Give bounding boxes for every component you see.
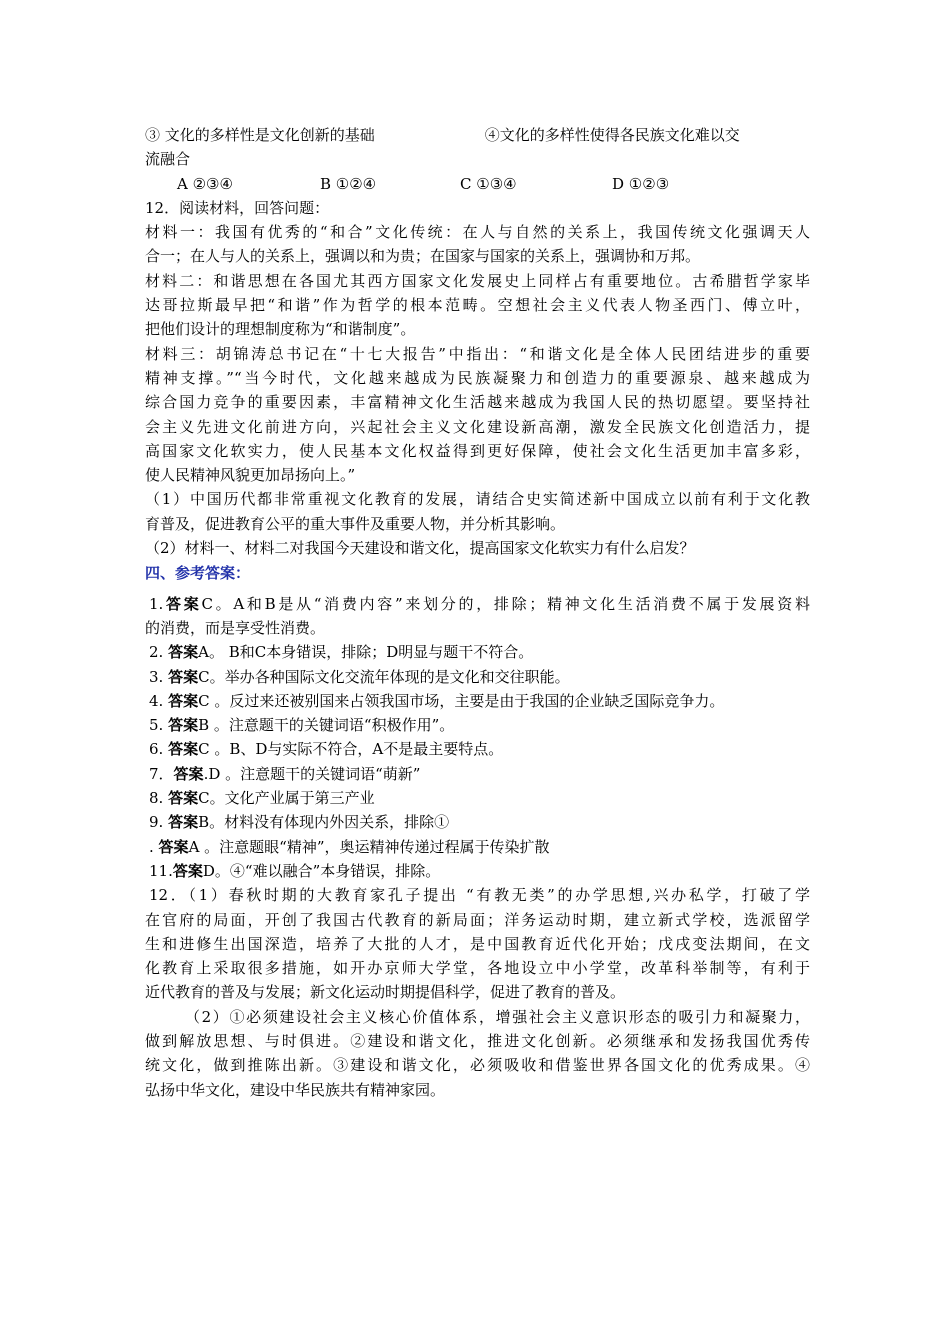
material-3-line: 高国家文化软实力，使人民基本文化权益得到更好保障，使社会文化生活更加丰富多彩， — [145, 441, 810, 460]
q11-choices — [145, 172, 810, 196]
answer-8: 8. 答案C。文化产业属于第三产业 — [149, 789, 375, 808]
material-3-line: 材料三：胡锦涛总书记在“十七大报告”中指出：“和谐文化是全体人民团结进步的重要 — [145, 344, 810, 363]
q12-subquestion-1: （1）中国历代都非常重视文化教育的发展，请结合史实简述新中国成立以前有利于文化教 — [145, 490, 810, 509]
document-page — [145, 123, 810, 1102]
answer-12-part-2: 统文化，做到推陈出新。③建设和谐文化，必须吸收和借鉴世界各国文化的优秀成果。④ — [145, 1056, 810, 1075]
choice-c: C ①③④ — [460, 174, 517, 193]
material-2-line: 把他们设计的理想制度称为“和谐制度”。 — [145, 320, 416, 339]
choice-b: B ①②④ — [320, 174, 377, 193]
q12-subquestion-2: （2）材料一、材料二对我国今天建设和谐文化，提高国家文化软实力有什么启发？ — [145, 539, 695, 558]
material-3-line: 精神支撑。”“当今时代，文化越来越成为民族凝聚力和创造力的重要源泉、越来越成为 — [145, 368, 810, 387]
answers-heading: 四、参考答案： — [145, 564, 251, 583]
q11-option-3-text: ③ 文化的多样性是文化创新的基础 — [145, 126, 375, 144]
answer-10: . 答案A 。注意题眼“精神”，奥运精神传递过程属于传染扩散 — [149, 837, 550, 856]
answer-12-part-1: 化教育上采取很多措施，如开办京师大学堂，各地设立中小学堂，改革科举制等，有利于 — [145, 959, 810, 978]
choice-a: A ②③④ — [177, 174, 233, 193]
answer-12-part-2: 做到解放思想、与时俱进。②建设和谐文化，推进文化创新。必须继承和发扬我国优秀传 — [145, 1031, 810, 1050]
q11-option-4-text: ④文化的多样性使得各民族文化难以交 — [484, 126, 740, 144]
material-2-line: 材料二：和谐思想在各国尤其西方国家文化发展史上同样占有重要地位。古希腊哲学家毕 — [145, 271, 810, 290]
material-3-line: 综合国力竞争的重要因素，丰富精神文化生活越来越成为我国人民的热切愿望。要坚持社 — [145, 393, 810, 412]
material-3-line: 会主义先进文化前进方向，兴起社会主义文化建设新高潮，激发全民族文化创造活力，提 — [145, 417, 810, 436]
answer-12-part-1: 12．（1）春秋时期的大教育家孔子提出 “有教无类”的办学思想,兴办私学，打破了学 — [149, 886, 810, 905]
choice-d: D ①②③ — [612, 174, 670, 193]
answer-9: 9. 答案B。材料没有体现内外因关系，排除① — [149, 813, 450, 832]
material-3-line: 使人民精神风貌更加昂扬向上。” — [145, 466, 356, 485]
answer-list — [145, 592, 810, 1102]
answer-12-part-1: 生和进修生出国深造，培养了大批的人才，是中国教育近代化开始；戊戌变法期间，在文 — [145, 934, 810, 953]
q11-line-1 — [145, 123, 810, 147]
q12-title: 12．阅读材料，回答问题： — [145, 198, 330, 217]
q11-line-2: 流融合 — [145, 150, 191, 169]
answer-5: 5. 答案B 。注意题干的关键词语“积极作用”。 — [149, 716, 455, 735]
material-1-line: 合一；在人与人的关系上，强调以和为贵；在国家与国家的关系上，强调协和万邦。 — [145, 247, 701, 266]
answer-4: 4. 答案C 。反过来还被别国来占领我国市场，主要是由于我国的企业缺乏国际竞争力。 — [149, 691, 725, 710]
answer-1-continued: 的消费，而是享受性消费。 — [145, 618, 326, 637]
answer-1: 1.答案C。A和B是从“消费内容”来划分的，排除；精神文化生活消费不属于发展资料 — [149, 594, 810, 613]
answer-6: 6. 答案C 。B、D与实际不符合，A不是最主要特点。 — [149, 740, 504, 759]
q12-subquestion-1: 育普及，促进教育公平的重大事件及重要人物，并分析其影响。 — [145, 514, 566, 533]
answer-2: 2. 答案A。 B和C本身错误，排除；D明显与题干不符合。 — [149, 643, 534, 662]
answer-11: 11.答案D。④“难以融合”本身错误，排除。 — [149, 861, 441, 880]
material-2-line: 达哥拉斯最早把“和谐”作为哲学的根本范畴。空想社会主义代表人物圣西门、傅立叶， — [145, 296, 810, 315]
answer-7: 7．答案.D 。注意题干的关键词语“萌新” — [149, 764, 421, 783]
answer-12-part-2: 弘扬中华文化，建设中华民族共有精神家园。 — [145, 1080, 446, 1099]
answer-3: 3. 答案C。举办各种国际文化交流年体现的是文化和交往职能。 — [149, 667, 570, 686]
material-1-line: 材料一：我国有优秀的“和合”文化传统：在人与自然的关系上，我国传统文化强调天人 — [145, 223, 810, 242]
answer-12-part-1: 近代教育的普及与发展；新文化运动时期提倡科学，促进了教育的普及。 — [145, 983, 626, 1002]
answer-12-part-2: （2）①必须建设社会主义核心价值体系，增强社会主义意识形态的吸引力和凝聚力， — [185, 1007, 810, 1026]
answer-12-part-1: 在官府的局面，开创了我国古代教育的新局面；洋务运动时期，建立新式学校，选派留学 — [145, 910, 810, 929]
